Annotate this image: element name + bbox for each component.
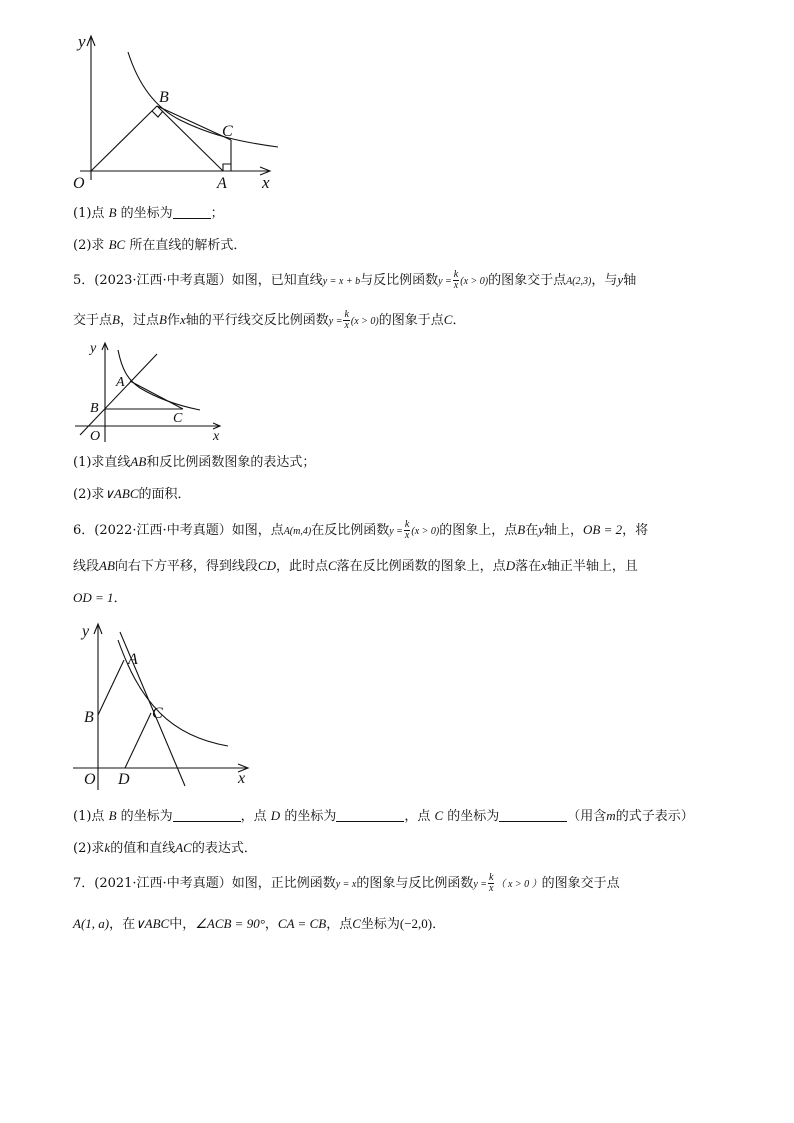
figure-1 — [60, 30, 290, 195]
figure-3 — [70, 618, 255, 798]
p5-stem-line-1: 5．(2023·江西·中考真题）如图，已知直线y = x + b与反比例函数y = $\frac{k}{x}$ (x > 0)的图象交于点A(2,3)，与y轴 — [73, 269, 637, 291]
label-a: A — [116, 375, 125, 390]
segment-ba — [157, 106, 223, 171]
p6-stem-line-1: 6．(2022·江西·中考真题）如图，点A(m,4)在反比例函数y = $\frac{k}{x}$ (x > 0)的图象上，点B在y轴上，OB = 2，将 — [73, 519, 649, 541]
segment-cd — [125, 713, 151, 768]
figure-2 — [70, 340, 230, 445]
label-x: x — [213, 429, 220, 444]
answer-blank — [499, 808, 567, 822]
p7-stem-line-1: 7．(2021·江西·中考真题）如图，正比例函数y = x的图象与反比例函数y = $\frac{k}{x}$ （ x > 0 ）的图象交于点 — [73, 872, 620, 894]
answer-blank — [173, 205, 211, 219]
label-b: B — [159, 89, 169, 106]
segment-ob — [91, 106, 157, 171]
label-b: B — [90, 401, 99, 416]
segment-ac — [130, 381, 183, 409]
fraction-k-over-x: $\frac{k}{x}$ — [489, 872, 494, 894]
segment-bc — [157, 106, 231, 140]
label-c: C — [152, 705, 163, 722]
p5-question-2: (2)求∨ABC的面积． — [73, 486, 191, 502]
p7-stem-line-2: A(1, a)，在∨ABC中，∠ACB = 90°，CA = CB，点C坐标为(−2,0)． — [73, 916, 446, 932]
fraction-k-over-x: $\frac{k}{x}$ — [344, 309, 349, 331]
label-x: x — [238, 770, 246, 787]
fraction-k-over-x: $\frac{k}{x}$ — [453, 269, 459, 291]
right-angle-a — [223, 164, 231, 171]
p5-stem-line-2: 交于点B，过点B作x轴的平行线交反比例函数y = $\frac{k}{x}$ (x > 0)的图象于点C． — [73, 309, 466, 331]
right-angle-b — [152, 111, 163, 117]
label-o: O — [90, 429, 101, 444]
label-y: y — [90, 341, 97, 356]
label-x: x — [262, 173, 270, 192]
p6-stem-line-3: OD = 1． — [73, 590, 127, 606]
label-d: D — [118, 771, 130, 788]
p4-question-1: (1)点 B 的坐标为 ； — [73, 205, 224, 221]
segment-ab — [98, 660, 124, 715]
label-b: B — [84, 709, 94, 726]
label-c: C — [222, 123, 233, 140]
label-a: A — [128, 651, 138, 668]
label-c: C — [173, 411, 183, 426]
answer-blank — [173, 808, 241, 822]
label-y: y — [78, 32, 86, 51]
fraction-k-over-x: $\frac{k}{x}$ — [404, 519, 410, 541]
hyperbola — [118, 350, 200, 410]
label-y: y — [82, 623, 90, 640]
label-o: O — [73, 175, 85, 192]
answer-blank — [336, 808, 404, 822]
hyperbola — [128, 52, 278, 147]
line-ab — [80, 354, 157, 435]
p6-question-2: (2)求k的值和直线AC的表达式． — [73, 840, 257, 856]
p5-question-1: (1)求直线AB和反比例函数图象的表达式； — [73, 454, 316, 470]
label-o: O — [84, 771, 96, 788]
label-a: A — [217, 175, 227, 192]
p6-stem-line-2: 线段AB向右下方平移，得到线段CD，此时点C落在反比例函数的图象上，点D落在x轴正半轴上，且 — [73, 558, 638, 574]
p6-question-1: (1)点 B 的坐标为 ，点 D 的坐标为 ，点 C 的坐标为 （用含m的式子表示） — [73, 808, 694, 824]
p4-question-2: (2)求 BC 所在直线的解析式． — [73, 237, 247, 253]
